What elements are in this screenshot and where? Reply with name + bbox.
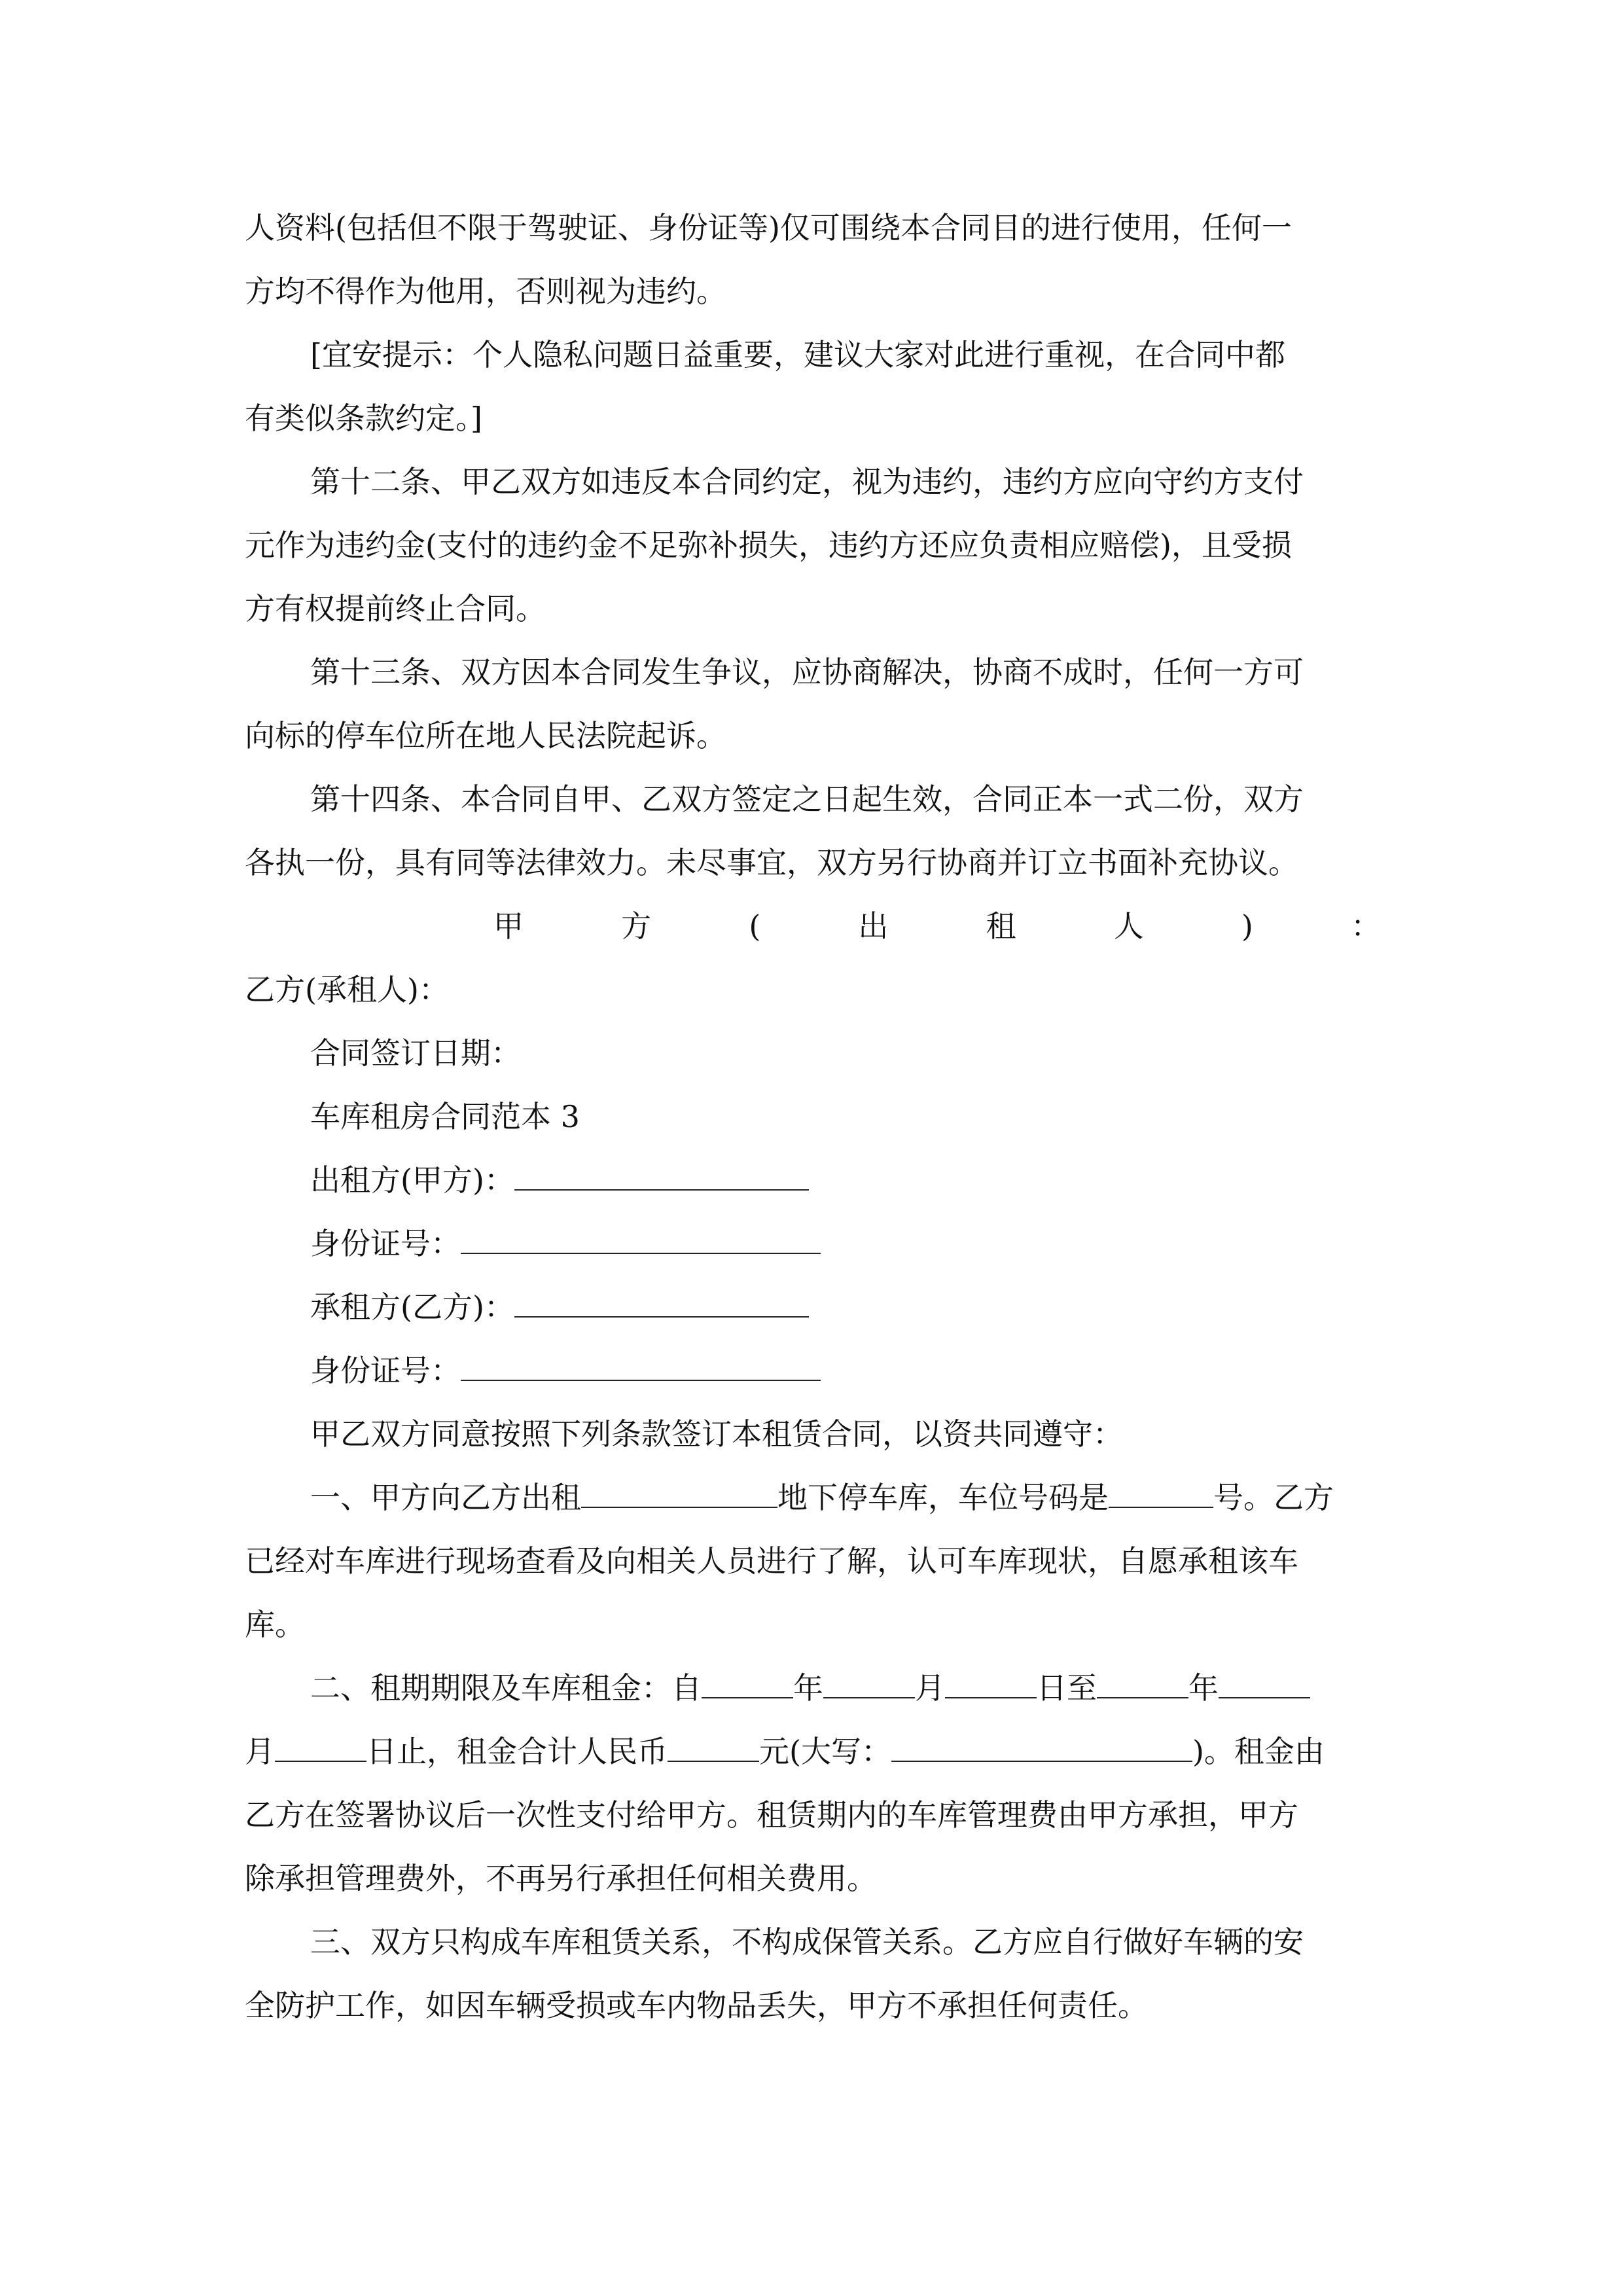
id1-label: 身份证号： [310, 1226, 461, 1261]
party-a-char: 出 [858, 908, 889, 944]
clause2-close: )。租金由 [1192, 1734, 1325, 1769]
paragraph-privacy [245, 196, 1381, 323]
amount-words-blank[interactable] [891, 1734, 1192, 1762]
lessee-field [245, 1276, 1381, 1339]
lessor-field [245, 1149, 1381, 1212]
text-line: 人资料(包括但不限于驾驶证、身份证等)仅可围绕本合同目的进行使用，任何一 [245, 210, 1292, 245]
day-label: 日至 [1037, 1670, 1097, 1706]
text-line: 方均不得作为他用，否则视为违约。 [245, 274, 726, 309]
lessee-blank[interactable] [514, 1290, 809, 1318]
party-b-label: 乙方(承租人)： [245, 972, 449, 1007]
template-title: 车库租房合同范本 3 [310, 1099, 580, 1134]
paragraph-article-12 [245, 450, 1381, 641]
party-a-char: 方 [621, 908, 652, 944]
text-line: 向标的停车位所在地人民法院起诉。 [245, 718, 726, 753]
text-line: 第十三条、双方因本合同发生争议，应协商解决，协商不成时，任何一方可 [310, 655, 1304, 690]
id2-blank[interactable] [461, 1354, 821, 1381]
start-day-blank[interactable] [945, 1671, 1037, 1698]
party-a-char: 租 [986, 908, 1016, 944]
sign-date-line [245, 1022, 1381, 1085]
month-label: 月 [245, 1734, 275, 1769]
intro-line [245, 1403, 1381, 1466]
clause-3 [245, 1910, 1381, 2037]
lessor-blank[interactable] [514, 1163, 809, 1191]
text-line: 乙方在签署协议后一次性支付给甲方。租赁期内的车库管理费由甲方承担，甲方 [245, 1797, 1298, 1833]
start-month-blank[interactable] [823, 1671, 915, 1698]
text-line [245, 1466, 1381, 1530]
template-title-line [245, 1085, 1381, 1149]
paragraph-tip [245, 323, 1381, 450]
spot-number-blank[interactable] [1109, 1480, 1213, 1508]
text-line: 方有权提前终止合同。 [245, 591, 546, 626]
clause2-day2: 日止，租金合计人民币 [366, 1734, 668, 1769]
intro-text: 甲乙双方同意按照下列条款签订本租赁合同，以资共同遵守： [310, 1416, 1123, 1452]
clause-2 [245, 1657, 1381, 1910]
id2-field [245, 1339, 1381, 1403]
start-year-blank[interactable] [702, 1671, 793, 1698]
text-line: 各执一份，具有同等法律效力。未尽事宜，双方另行协商并订立书面补充协议。 [245, 845, 1298, 880]
party-b-signature-line [245, 958, 1381, 1022]
lessee-label: 承租方(乙方)： [310, 1289, 514, 1325]
clause1-c: 号。乙方 [1213, 1480, 1334, 1515]
text-line: [宜安提示：个人隐私问题日益重要，建议大家对此进行重视，在合同中都 [310, 337, 1285, 372]
party-a-char: ( [749, 908, 761, 944]
clause1-a: 一、甲方向乙方出租 [310, 1480, 581, 1515]
party-a-signature-line [245, 895, 1381, 958]
paragraph-article-13 [245, 641, 1381, 768]
text-line: 元作为违约金(支付的违约金不足弥补损失，违约方还应负责相应赔偿)，且受损 [245, 528, 1292, 563]
sign-date-label: 合同签订日期： [310, 1035, 521, 1071]
text-line: 库。 [245, 1607, 305, 1642]
text-line: 已经对车库进行现场查看及向相关人员进行了解，认可车库现状，自愿承租该车 [245, 1543, 1298, 1579]
amount-blank[interactable] [668, 1734, 759, 1762]
id2-label: 身份证号： [310, 1353, 461, 1388]
text-line [245, 1720, 1381, 1784]
text-line: 第十四条、本合同自甲、乙双方签定之日起生效，合同正本一式二份，双方 [310, 781, 1304, 817]
paragraph-article-14 [245, 768, 1381, 895]
text-line: 除承担管理费外，不再另行承担任何相关费用。 [245, 1861, 877, 1896]
clause1-b: 地下停车库，车位号码是 [777, 1480, 1109, 1515]
text-line: 三、双方只构成车库租赁关系，不构成保管关系。乙方应自行做好车辆的安 [310, 1924, 1304, 1960]
document-page [245, 196, 1381, 2037]
id1-blank[interactable] [461, 1227, 821, 1254]
text-line: 第十二条、甲乙双方如违反本合同约定，视为违约，违约方应向守约方支付 [310, 464, 1304, 499]
clause-1 [245, 1466, 1381, 1657]
party-a-char: ) [1241, 908, 1253, 944]
id1-field [245, 1212, 1381, 1276]
month-label: 月 [915, 1670, 945, 1706]
text-line: 全防护工作，如因车辆受损或车内物品丢失，甲方不承担任何责任。 [245, 1988, 1148, 2023]
text-line: 有类似条款约定。] [245, 401, 482, 436]
party-a-char: ： [1351, 908, 1381, 944]
party-a-char: 人 [1113, 908, 1144, 944]
clause2-yuan: 元(大写： [759, 1734, 891, 1769]
clause2-a: 二、租期期限及车库租金：自 [310, 1670, 702, 1706]
party-a-char: 甲 [493, 908, 524, 944]
location-blank[interactable] [581, 1480, 777, 1508]
year-label: 年 [1188, 1670, 1219, 1706]
text-line [245, 1657, 1381, 1720]
end-year-blank[interactable] [1097, 1671, 1188, 1698]
lessor-label: 出租方(甲方)： [310, 1162, 514, 1198]
end-day-blank[interactable] [275, 1734, 366, 1762]
year-label: 年 [793, 1670, 823, 1706]
end-month-blank[interactable] [1219, 1671, 1310, 1698]
